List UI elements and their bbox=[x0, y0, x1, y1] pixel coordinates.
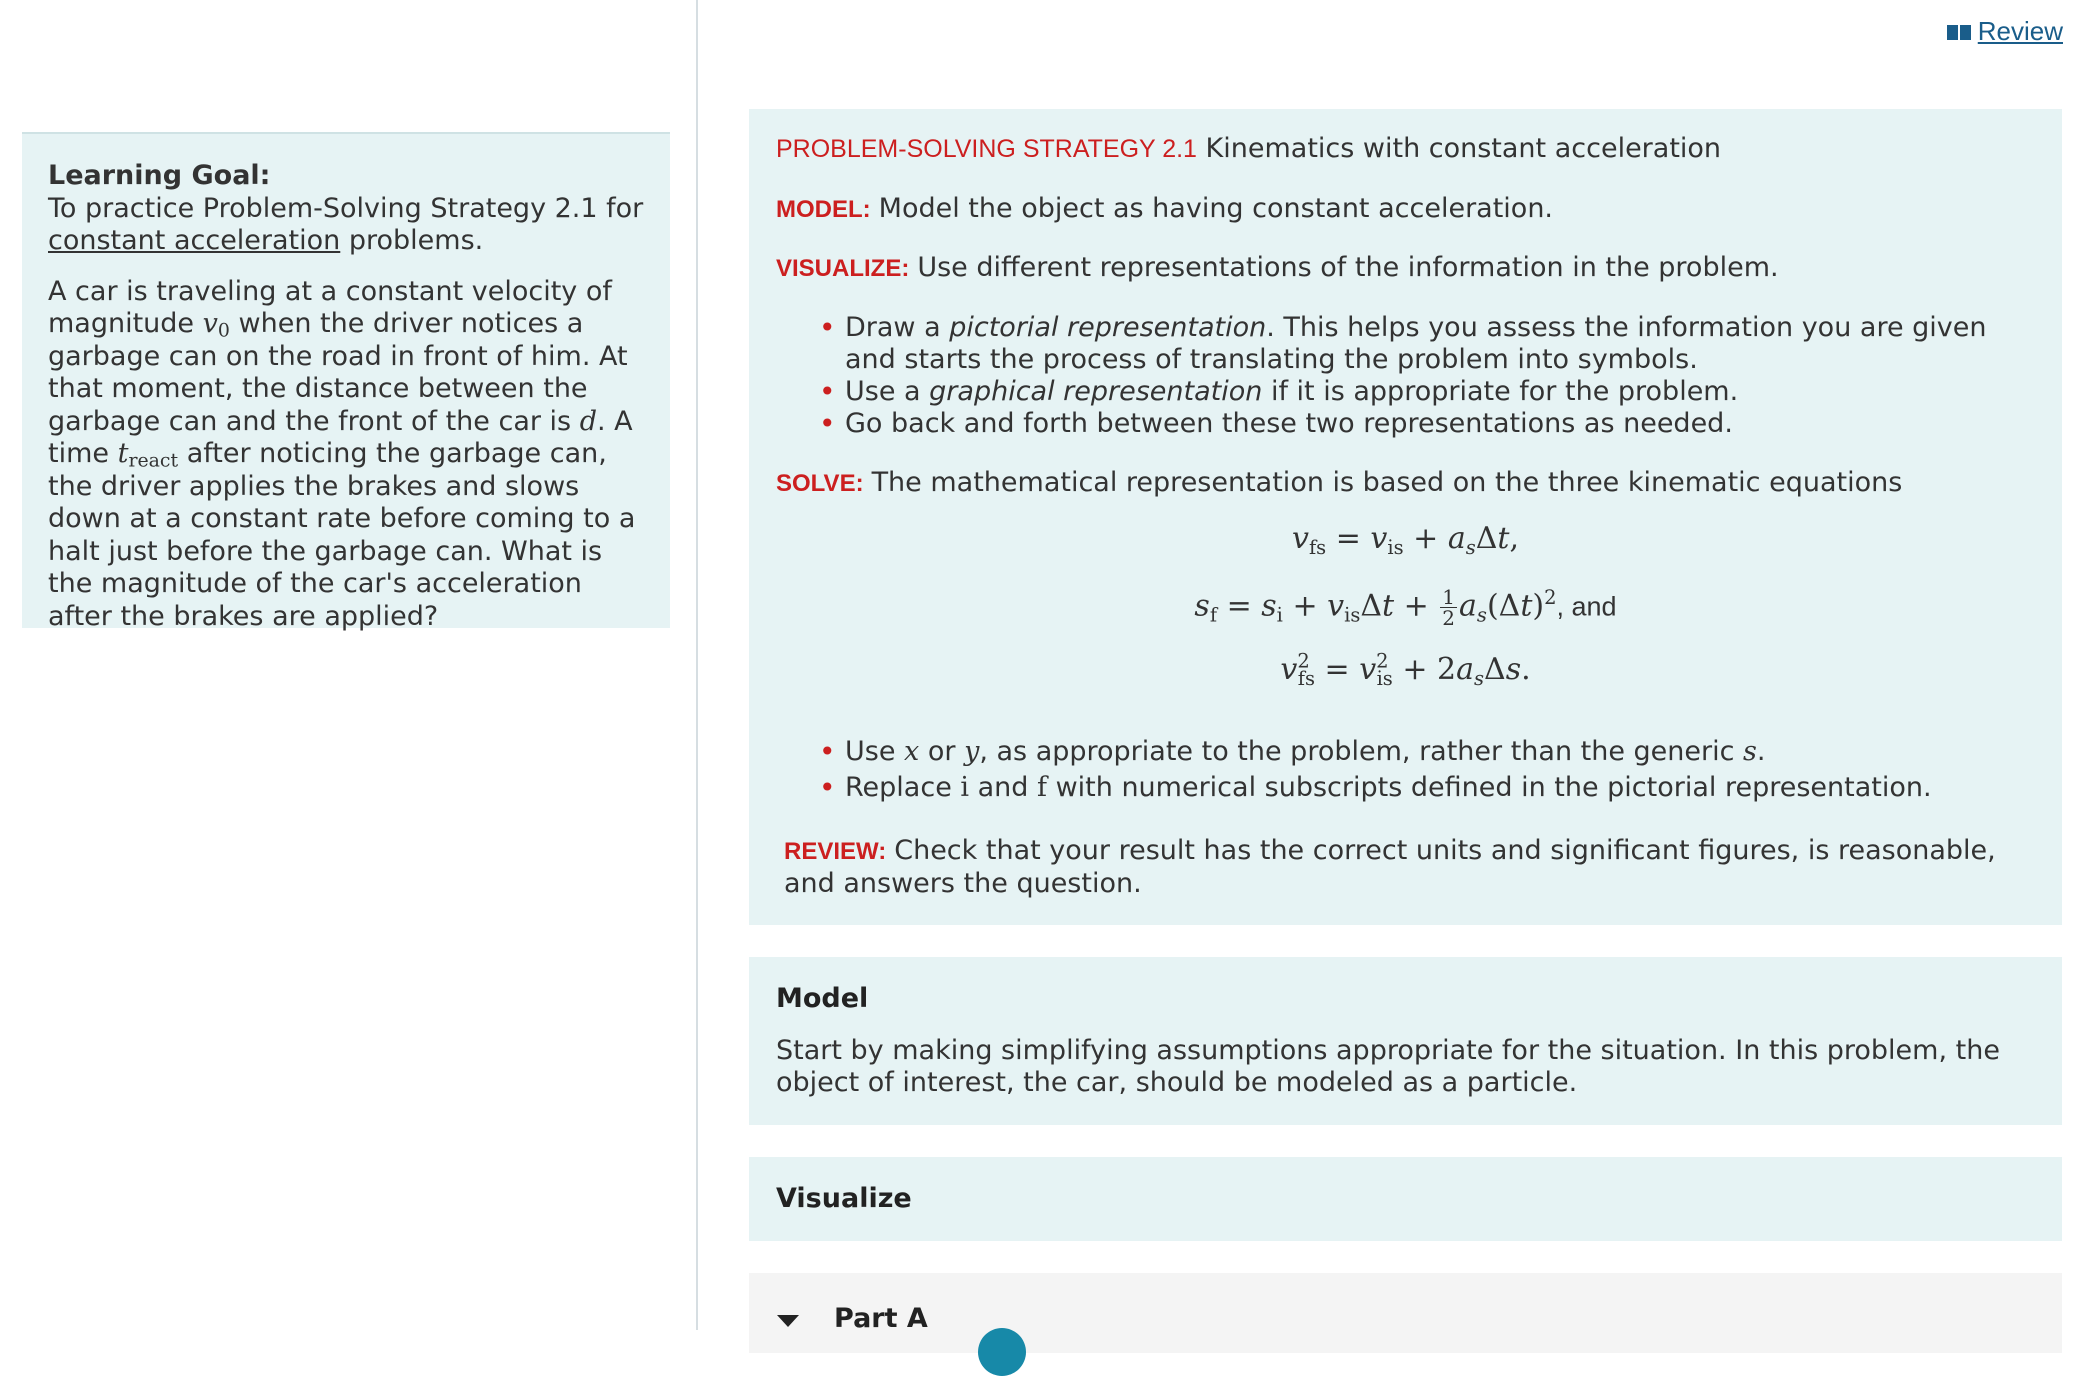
part-a-label[interactable]: Part A bbox=[834, 1303, 928, 1334]
solve-bullets bbox=[819, 736, 2032, 804]
book-icon bbox=[1946, 22, 1972, 42]
part-a-header[interactable] bbox=[749, 1273, 2062, 1353]
list-item: • Replace i and f with numerical subscripts defined in the pictorial representation. bbox=[819, 772, 2032, 804]
problem-statement: A car is traveling at a constant velocity of magnitude $v_0$ when the driver notices a garbage can on the road in front of him. At that moment, the distance between the garbage can and the front of the car is d. A time $t_{react}$ after noticing the garbage can, the driver applies the brakes and slows down at a constant rate before coming to a halt just before the garbage can. What is the magnitude of the car's acceleration after the brakes are applied? bbox=[48, 275, 636, 632]
equation-position: $s_f = s_i + v_{is}\Delta t$ + $\frac{1}{2}$ $a_s(\Delta t)^2$, and bbox=[1194, 585, 1617, 630]
learning-goal-intro: To practice Problem-Solving Strategy 2.1 for constant acceleration problems. bbox=[48, 192, 644, 256]
equation-velocity-squared: $v^2_{fs} = v^2_{is} + 2a_s\Delta s$. bbox=[1280, 649, 1531, 690]
review-step: REVIEW: Check that your result has the correct units and significant figures, is reasonable, and answers the question. bbox=[784, 835, 1996, 899]
model-step: MODEL: Model the object as having constant acceleration. bbox=[776, 193, 1554, 224]
learning-goal-panel bbox=[22, 132, 670, 632]
model-text: Start by making simplifying assumptions appropriate for the situation. In this problem, the object of interest, the car, should be modeled as a particle. bbox=[776, 1035, 2000, 1098]
strategy-box bbox=[749, 109, 2062, 925]
model-section bbox=[749, 957, 2062, 1125]
review-link[interactable] bbox=[1946, 16, 2063, 47]
pane-divider[interactable] bbox=[696, 0, 698, 1330]
visualize-title[interactable]: Visualize bbox=[776, 1183, 912, 1214]
progress-circle-icon bbox=[978, 1328, 1026, 1376]
list-item: • Draw a pictorial representation. This helps you assess the information you are given and starts the process of translating the problem into symbols. bbox=[819, 312, 2032, 376]
collapse-triangle-icon[interactable] bbox=[777, 1315, 799, 1327]
learning-goal-title: Learning Goal: bbox=[48, 160, 271, 191]
list-item: • Use x or y, as appropriate to the problem, rather than the generic s. bbox=[819, 736, 2032, 768]
list-item: • Go back and forth between these two representations as needed. bbox=[819, 408, 2032, 440]
visualize-bullets bbox=[819, 312, 2032, 440]
constant-acceleration-link[interactable]: constant acceleration bbox=[48, 225, 341, 256]
equation-velocity: $v_{fs} = v_{is} + a_s\Delta t$, bbox=[1291, 521, 1519, 559]
strategy-heading: PROBLEM-SOLVING STRATEGY 2.1 Kinematics with constant acceleration bbox=[776, 133, 1722, 164]
list-item: • Use a graphical representation if it is appropriate for the problem. bbox=[819, 376, 2032, 408]
visualize-section[interactable] bbox=[749, 1157, 2062, 1241]
solve-step: SOLVE: The mathematical representation is based on the three kinematic equations bbox=[776, 467, 1903, 498]
visualize-step: VISUALIZE: Use different representations of the information in the problem. bbox=[776, 252, 1779, 283]
model-title: Model bbox=[776, 983, 869, 1014]
review-link-label[interactable]: Review bbox=[1977, 16, 2063, 46]
